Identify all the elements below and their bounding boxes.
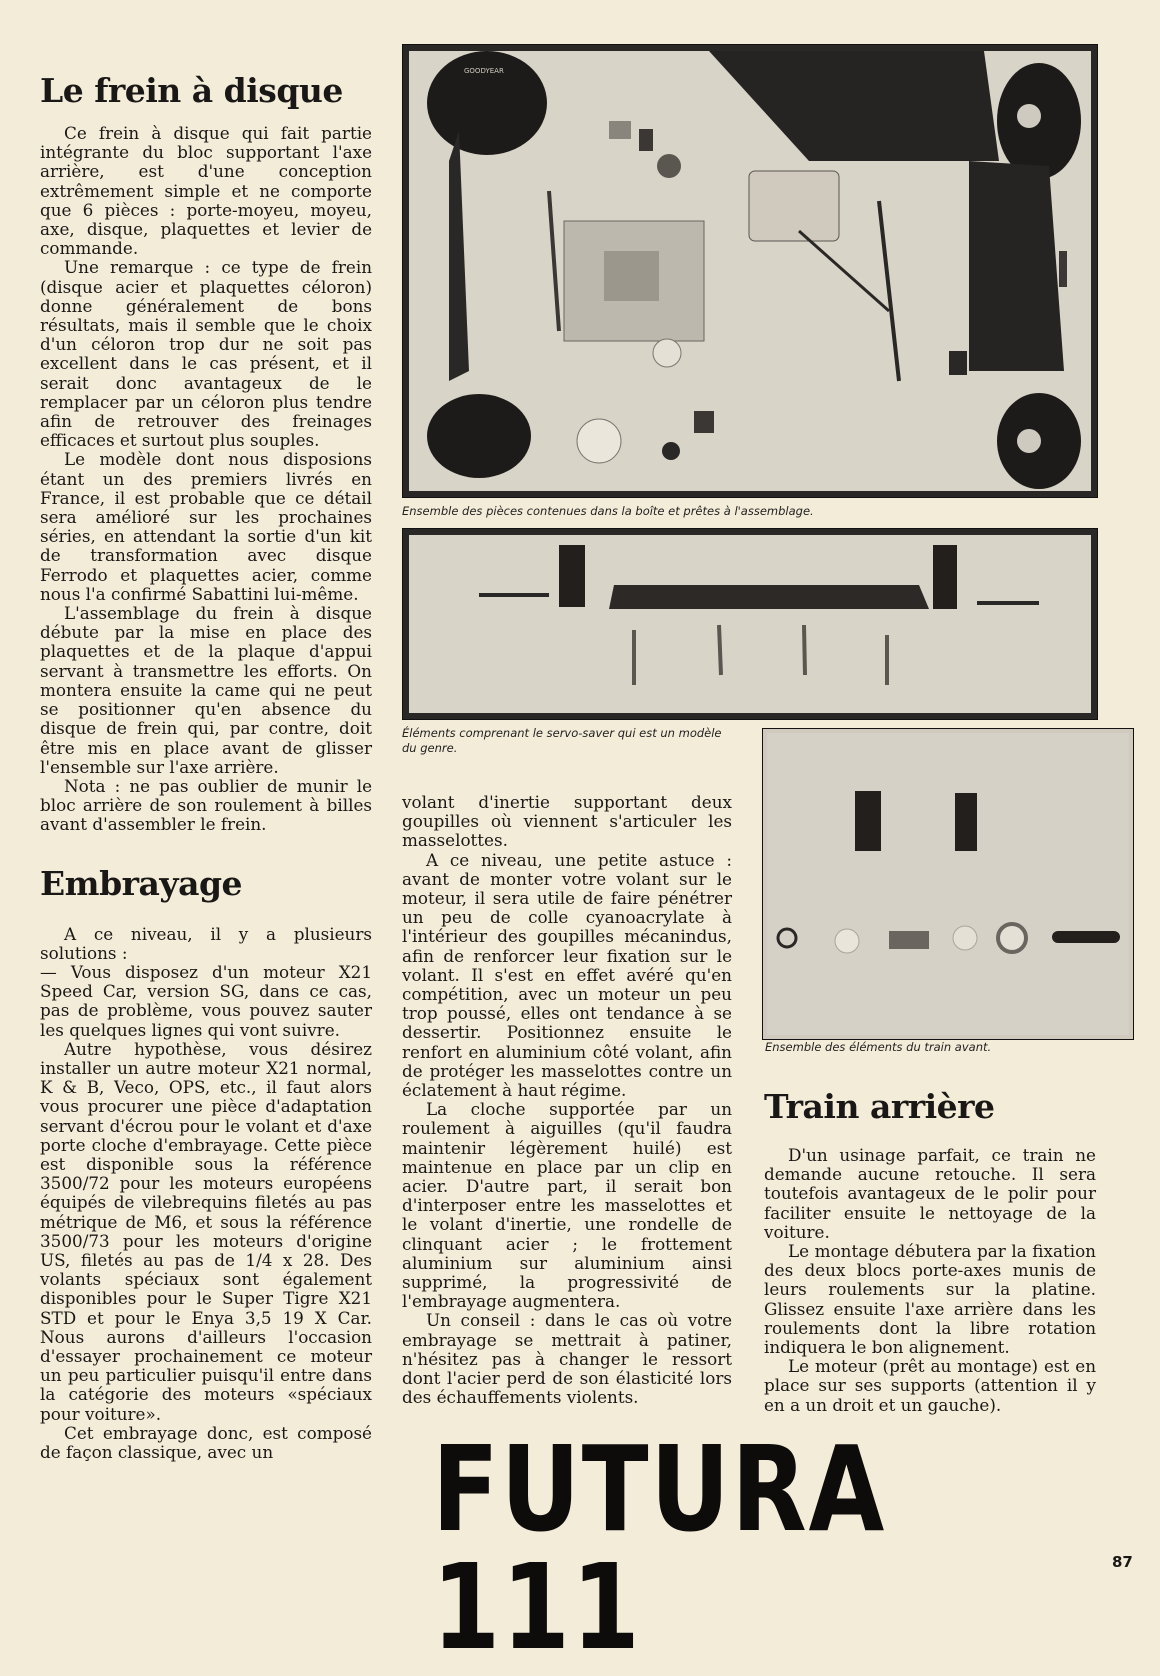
caption-kit-parts: Ensemble des pièces contenues dans la boîte et prêtes à l'assemblage. [402,504,814,518]
brake-paragraph: Ce frein à disque qui fait partie intégrante du bloc supportant l'axe arrière, est d'une conception extrêmement simple et ne comporte que 6 pièces : porte-moyeu, moyeu, axe, disque, plaquettes et levier de commande. [40,123,372,259]
photo-servo-saver-surface [409,535,1091,713]
clutch-paragraph: Autre hypothèse, vous désirez installer un autre moteur X21 normal, K & B, Veco, OPS, etc., il faut alors vous procurer une pièce d'adaptation servant d'écrou pour le volant et d'axe porte cloche d'embrayage. Cette pièce est disponible sous la référence 3500/72 pour les moteurs européens équipés de vilebrequins filetés au pas métrique de M6, et sous la référence 3500/73 pour les moteurs d'origine US, filetés au pas de 1/4 x 28. Des volants spéciaux sont également disponibles pour le Super Tigre X21 STD et pour le Enya 3,5 19 X Car. Nous aurons d'ailleurs l'occasion d'essayer prochainement ce moteur un peu particulier puisqu'il entre dans la catégorie des moteurs «spéciaux pour voiture». [40,1038,372,1424]
body-plate-top [709,51,999,161]
servo-saver-arm [609,585,929,609]
clutch-paragraph: A ce niveau, il y a plusieurs solutions : [40,923,372,963]
heading-clutch: Embrayage [40,863,243,903]
photo-front-train-surface [767,733,1129,1035]
brake-paragraph: Une remarque : ce type de frein (disque acier et plaquettes céloron) donne généralement de bons résultats, mais il semble que le choix d'un céloron trop dur ne soit pas excellent dans le cas présent, et il serait donc avantageux de le remplacer par un céloron plus tendre afin de retrouver des freinages efficaces et surtout plus souples. [40,257,372,451]
servo-saver-illustration [409,535,1091,713]
clutch-paragraph: Cet embrayage donc, est composé de façon classique, avec un [40,1422,372,1462]
engine-block [749,171,839,241]
heading-rear-train: Train arrière [764,1087,995,1126]
steering-rod [879,201,899,381]
rear-paragraph: Le moteur (prêt au montage) est en place sur ses supports (attention il y en a un droit et un gauche). [764,1356,1096,1415]
middle-paragraph: A ce niveau, une petite astuce : avant de monter votre volant sur le moteur, il sera utile de faire pénétrer un peu de colle cyanoacrylate à l'intérieur des goupilles mécanindus, afin de renforcer leur fixation sur le volant. Il s'est en effet avéré qu'en compétition, avec un moteur un peu trop poussé, elles ont tendance à se dessertir. Positionnez ensuite le renfort en aluminium côté volant, afin de protéger les masselottes contre un éclatement à haut régime. [402,849,732,1101]
front-axle-bolt [1052,931,1120,943]
tire-bottom-left [427,394,531,478]
photo-kit-parts-surface [409,51,1091,491]
photo-kit-parts [402,44,1098,498]
rear-paragraph: D'un usinage parfait, ce train ne demande aucune retouche. Il sera toutefois avantageux de le polir pour faciliter ensuite le nettoyage de la voiture. [764,1145,1096,1242]
body-plate-left [449,131,469,381]
front-train-illustration [767,733,1129,1035]
knuckle-left [559,545,585,607]
knuckle-right [933,545,957,609]
middle-paragraph: Un conseil : dans le cas où votre embrayage se mettrait à patiner, n'hésitez pas à changer le ressort dont l'acier perd de son élasticité lors des échauffements violents. [402,1310,732,1408]
middle-paragraph: La cloche supportée par un roulement à aiguilles (qu'il faudra maintenir légèrement huilé) est maintenue en place par un clip en acier. D'autre part, il serait bon d'interposer entre les masselottes et le volant d'inertie, une rondelle de clinquant acier ; le frottement aluminium sur aluminium ainsi supprimé, la progressivité de l'embrayage augmentera. [402,1099,732,1312]
left-column [40,72,372,1462]
tire-brand-label: GOODYEAR [464,67,504,75]
article-title: FUTURA 111 [432,1420,886,1676]
caption-front-train: Ensemble des éléments du train avant. [765,1040,992,1054]
kit-parts-illustration [409,51,1091,491]
middle-column [402,793,732,1408]
page-number: 87 [1112,1553,1133,1571]
spur-gear [577,419,621,463]
rear-paragraph: Le montage débutera par la fixation des deux blocs porte-axes munis de leurs roulements sur la platine. Glissez ensuite l'axe arrière dans les roulements dont la libre rotation indiquera le bon alignement. [764,1241,1096,1358]
heading-brake: Le frein à disque [40,71,343,110]
photo-front-train [762,728,1134,1040]
brake-paragraph: Nota : ne pas oublier de munir le bloc arrière de son roulement à billes avant d'assembler le frein. [40,775,372,835]
brake-paragraph: Le modèle dont nous disposions étant un des premiers livrés en France, il est probable que ce détail sera amélioré sur les prochaines séries, en attendant la sortie d'un kit de transformation avec disque Ferrodo et plaquettes acier, comme nous l'a confirmé Sabattini lui-même. [40,449,372,604]
photo-servo-saver [402,528,1098,720]
body-plate-right [969,161,1064,371]
front-knuckle-right [955,793,977,851]
clutch-paragraph: — Vous disposez d'un moteur X21 Speed Car, version SG, dans ce cas, pas de problème, vous pouvez sauter les quelques lignes qui vont suivre. [40,961,372,1040]
spring [889,931,929,949]
rear-axle [549,191,559,331]
middle-paragraph: volant d'inertie supportant deux goupilles où viennent s'articuler les masselottes. [402,792,732,851]
brake-paragraph: L'assemblage du frein à disque débute par la mise en place des plaquettes et de la plaque d'appui servant à transmettre les efforts. On montera ensuite la came qui ne peut se positionner qu'en absence du disque de frein qui, par contre, doit être mis en place avant de glisser l'ensemble sur l'axe arrière. [40,603,372,777]
front-knuckle-left [855,791,881,851]
caption-servo-saver: Éléments comprenant le servo-saver qui est un modèle du genre. [402,726,722,755]
right-column [764,1088,1096,1415]
